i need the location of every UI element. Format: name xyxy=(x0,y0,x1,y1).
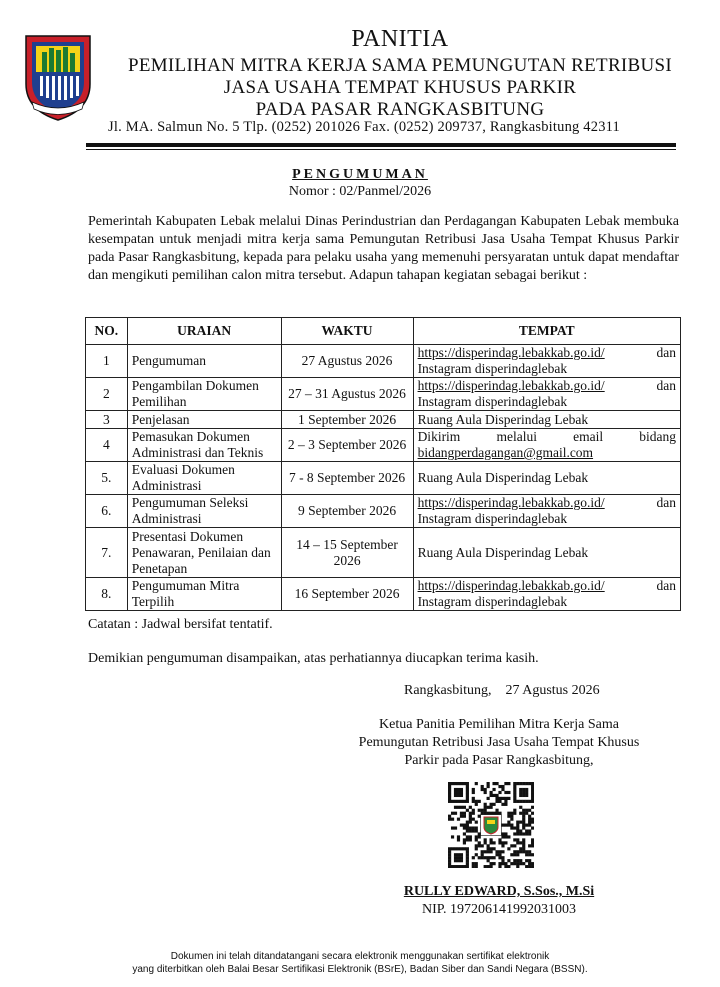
row-tempat: Ruang Aula Disperindag Lebak xyxy=(413,528,680,578)
row-uraian: Pengumuman Seleksi Administrasi xyxy=(127,495,281,528)
row-uraian: Pengumuman xyxy=(127,345,281,378)
row-waktu: 2 – 3 September 2026 xyxy=(281,429,413,462)
header-no: NO. xyxy=(86,318,128,345)
table-row xyxy=(86,528,681,578)
table-header-row xyxy=(86,318,681,345)
row-number: 8. xyxy=(86,578,128,611)
table-row xyxy=(86,345,681,378)
row-uraian: Presentasi Dokumen Penawaran, Penilaian dan Penetapan xyxy=(127,528,281,578)
row-waktu: 14 – 15 September 2026 xyxy=(281,528,413,578)
header-uraian: URAIAN xyxy=(127,318,281,345)
row-number: 6. xyxy=(86,495,128,528)
footer-line-2: yang diterbitkan oleh Balai Besar Sertifikasi Elektronik (BSrE), Badan Siber dan Sandi Negara (BSSN). xyxy=(132,964,588,975)
row-uraian: Pengumuman Mitra Terpilih xyxy=(127,578,281,611)
website-link[interactable]: https://disperindag.lebakkab.go.id/ xyxy=(417,578,605,593)
place-date: Rangkasbitung, 27 Agustus 2026 xyxy=(404,683,600,698)
announcement-number: Nomor : 02/Panmel/2026 xyxy=(288,184,432,199)
row-tempat: Ruang Aula Disperindag Lebak xyxy=(413,462,680,495)
row-number: 5. xyxy=(86,462,128,495)
row-waktu: 27 Agustus 2026 xyxy=(281,345,413,378)
row-waktu: 1 September 2026 xyxy=(281,411,413,429)
header-line-3: PADA PASAR RANGKASBITUNG xyxy=(255,99,545,120)
header-tempat: TEMPAT xyxy=(413,318,680,345)
row-tempat: https://disperindag.lebakkab.go.id/ dan Instagram disperindaglebak xyxy=(413,345,680,378)
row-waktu: 7 - 8 September 2026 xyxy=(281,462,413,495)
announcement-title: PENGUMUMAN xyxy=(292,167,428,182)
table-row xyxy=(86,495,681,528)
instagram-label: Instagram disperindaglebak xyxy=(417,511,568,526)
row-number: 3 xyxy=(86,411,128,429)
row-uraian: Pengambilan Dokumen Pemilihan xyxy=(127,378,281,411)
row-tempat: https://disperindag.lebakkab.go.id/ dan Instagram disperindaglebak xyxy=(413,578,680,611)
instagram-label: Instagram disperindaglebak xyxy=(417,594,568,609)
schedule-table xyxy=(85,317,681,611)
row-uraian: Pemasukan Dokumen Administrasi dan Teknis xyxy=(127,429,281,462)
qr-code-icon xyxy=(448,782,534,868)
header-address: Jl. MA. Salmun No. 5 Tlp. (0252) 201026 Fax. (0252) 209737, Rangkasbitung 42311 xyxy=(108,119,621,135)
row-uraian: Penjelasan xyxy=(127,411,281,429)
schedule-note: Catatan : Jadwal bersifat tentatif. xyxy=(88,617,273,632)
row-waktu: 9 September 2026 xyxy=(281,495,413,528)
row-number: 1 xyxy=(86,345,128,378)
announcement-intro: Pemerintah Kabupaten Lebak melalui Dinas Perindustrian dan Perdagangan Kabupaten Lebak membuka kesempatan untuk menjadi mitra kerja sama Pemungutan Retribusi Jasa Usaha Tempat Khusus Parkir pada Pasar Rangkasbitung, kepada para pelaku usaha yang memenuhi persyaratan untuk dapat mendaftar dan mengikuti pemilihan calon mitra tersebut. Adapun tahapan kegiatan sebagai berikut : xyxy=(88,214,679,283)
footer-line-1: Dokumen ini telah ditandatangani secara elektronik menggunakan sertifikat elektronik xyxy=(170,951,550,962)
row-number: 4 xyxy=(86,429,128,462)
row-tempat: Ruang Aula Disperindag Lebak xyxy=(413,411,680,429)
signer-nip: NIP. 197206141992031003 xyxy=(421,902,576,917)
signer-position-line-2: Pemungutan Retribusi Jasa Usaha Tempat Khusus xyxy=(358,735,640,750)
row-uraian: Evaluasi Dokumen Administrasi xyxy=(127,462,281,495)
row-waktu: 16 September 2026 xyxy=(281,578,413,611)
table-row xyxy=(86,429,681,462)
instagram-label: Instagram disperindaglebak xyxy=(417,394,568,409)
row-tempat: https://disperindag.lebakkab.go.id/ dan Instagram disperindaglebak xyxy=(413,378,680,411)
row-number: 7. xyxy=(86,528,128,578)
header-line-1: PEMILIHAN MITRA KERJA SAMA PEMUNGUTAN RETRIBUSI xyxy=(127,55,673,76)
website-link[interactable]: https://disperindag.lebakkab.go.id/ xyxy=(417,495,605,510)
row-tempat: Dikirim melalui email bidang bidangperdagangan@gmail.com xyxy=(413,429,680,462)
website-link[interactable]: https://disperindag.lebakkab.go.id/ xyxy=(417,345,605,360)
closing-statement: Demikian pengumuman disampaikan, atas perhatiannya diucapkan terima kasih. xyxy=(88,651,539,666)
committee-title: PANITIA xyxy=(351,26,449,52)
signer-name: RULLY EDWARD, S.Sos., M.Si xyxy=(403,884,595,899)
website-link[interactable]: https://disperindag.lebakkab.go.id/ xyxy=(417,378,605,393)
row-number: 2 xyxy=(86,378,128,411)
header-divider-thin xyxy=(86,149,676,150)
header-divider-thick xyxy=(86,143,676,147)
table-row xyxy=(86,462,681,495)
row-waktu: 27 – 31 Agustus 2026 xyxy=(281,378,413,411)
signer-position-line-3: Parkir pada Pasar Rangkasbitung, xyxy=(404,753,594,768)
lebak-regency-emblem-icon xyxy=(22,32,94,122)
table-row xyxy=(86,578,681,611)
row-tempat: https://disperindag.lebakkab.go.id/ dan Instagram disperindaglebak xyxy=(413,495,680,528)
header-line-2: JASA USAHA TEMPAT KHUSUS PARKIR xyxy=(223,77,577,98)
signer-position-line-1: Ketua Panitia Pemilihan Mitra Kerja Sama xyxy=(379,717,619,732)
table-row xyxy=(86,378,681,411)
header-waktu: WAKTU xyxy=(281,318,413,345)
table-row xyxy=(86,411,681,429)
instagram-label: Instagram disperindaglebak xyxy=(417,361,568,376)
email-link[interactable]: bidangperdagangan@gmail.com xyxy=(417,445,594,460)
